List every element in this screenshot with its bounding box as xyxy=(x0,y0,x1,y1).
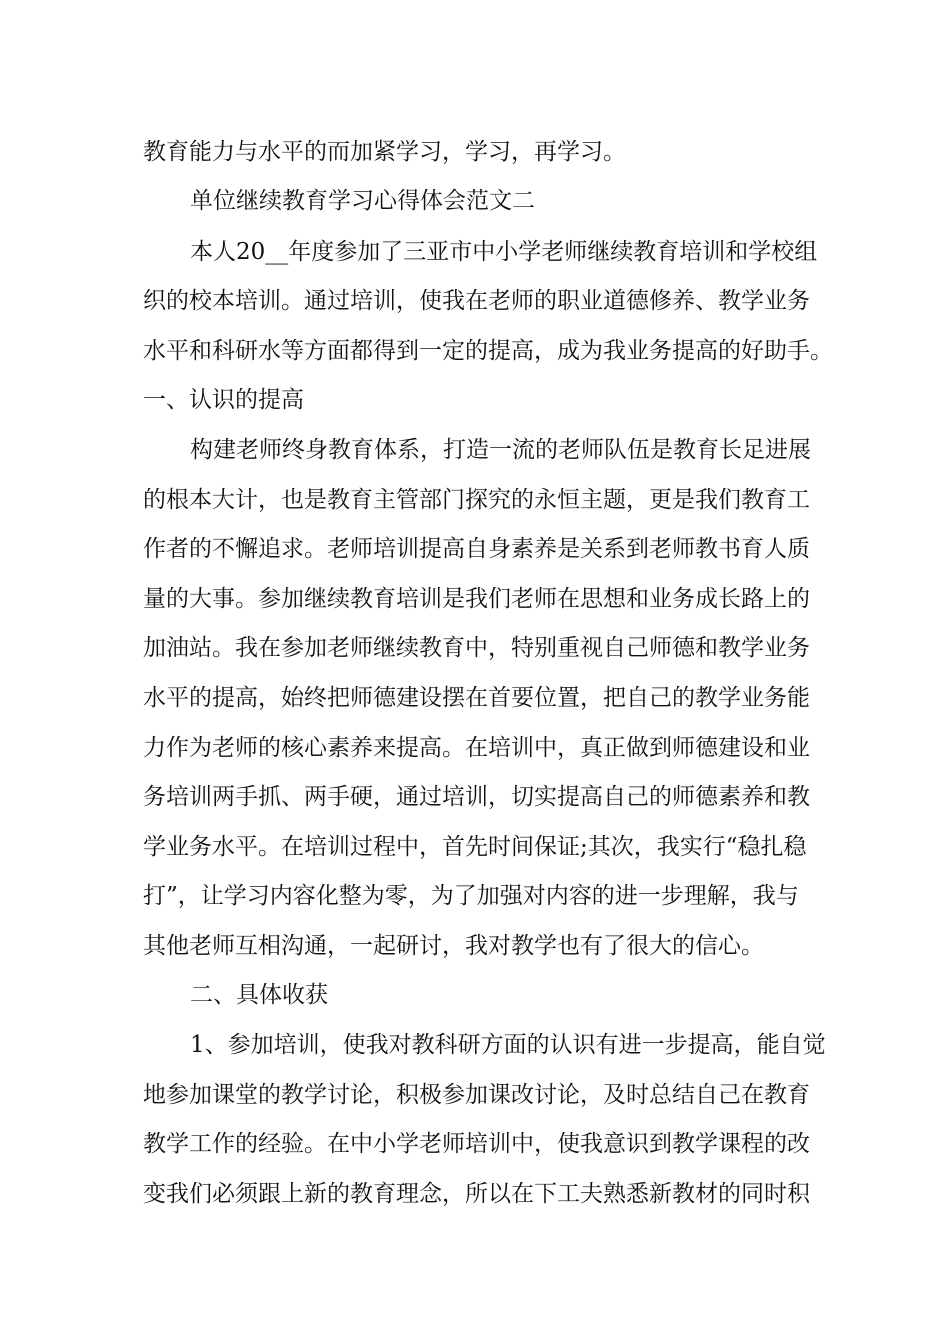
text-line: 学业务水平。在培训过程中，首先时间保证;其次，我实行“稳扎稳 xyxy=(143,834,807,860)
text-line: 力作为老师的核心素养来提高。在培训中，真正做到师德建设和业 xyxy=(143,735,810,761)
heading-1: 一、认识的提高 xyxy=(143,387,304,413)
text-line: 1、参加培训，使我对教科研方面的认识有进一步提高，能自觉 xyxy=(190,1032,826,1058)
text-line: 务培训两手抓、两手硬，通过培训，切实提高自己的师德素养和教 xyxy=(143,784,810,810)
text-line: 加油站。我在参加老师继续教育中，特别重视自己师德和教学业务 xyxy=(143,635,810,661)
text-line: 地参加课堂的教学讨论，积极参加课改讨论，及时总结自己在教育 xyxy=(143,1082,810,1108)
text-line: 教育能力与水平的而加紧学习，学习，再学习。 xyxy=(143,139,626,165)
text-line: 织的校本培训。通过培训，使我在老师的职业道德修养、教学业务 xyxy=(143,288,810,314)
text-line: 水平的提高，始终把师德建设摆在首要位置，把自己的教学业务能 xyxy=(143,685,810,711)
text-line: 本人20__年度参加了三亚市中小学老师继续教育培训和学校组 xyxy=(190,239,818,265)
text-line: 量的大事。参加继续教育培训是我们老师在思想和业务成长路上的 xyxy=(143,586,810,612)
text-line: 作者的不懈追求。老师培训提高自身素养是关系到老师教书育人质 xyxy=(143,536,810,562)
text-line: 打”，让学习内容化整为零，为了加强对内容的进一步理解，我与 xyxy=(143,883,799,909)
text-line: 变我们必须跟上新的教育理念，所以在下工夫熟悉新教材的同时积 xyxy=(143,1181,810,1207)
text-line: 水平和科研水等方面都得到一定的提高，成为我业务提高的好助手。 xyxy=(143,338,833,364)
text-line: 教学工作的经验。在中小学老师培训中，使我意识到教学课程的改 xyxy=(143,1131,810,1157)
heading-2: 二、具体收获 xyxy=(190,982,328,1008)
text-line: 其他老师互相沟通，一起研讨，我对教学也有了很大的信心。 xyxy=(143,933,764,959)
text-line: 构建老师终身教育体系，打造一流的老师队伍是教育长足进展 xyxy=(190,437,811,463)
section-title: 单位继续教育学习心得体会范文二 xyxy=(190,188,535,214)
text-line: 的根本大计，也是教育主管部门探究的永恒主题，更是我们教育工 xyxy=(143,487,810,513)
